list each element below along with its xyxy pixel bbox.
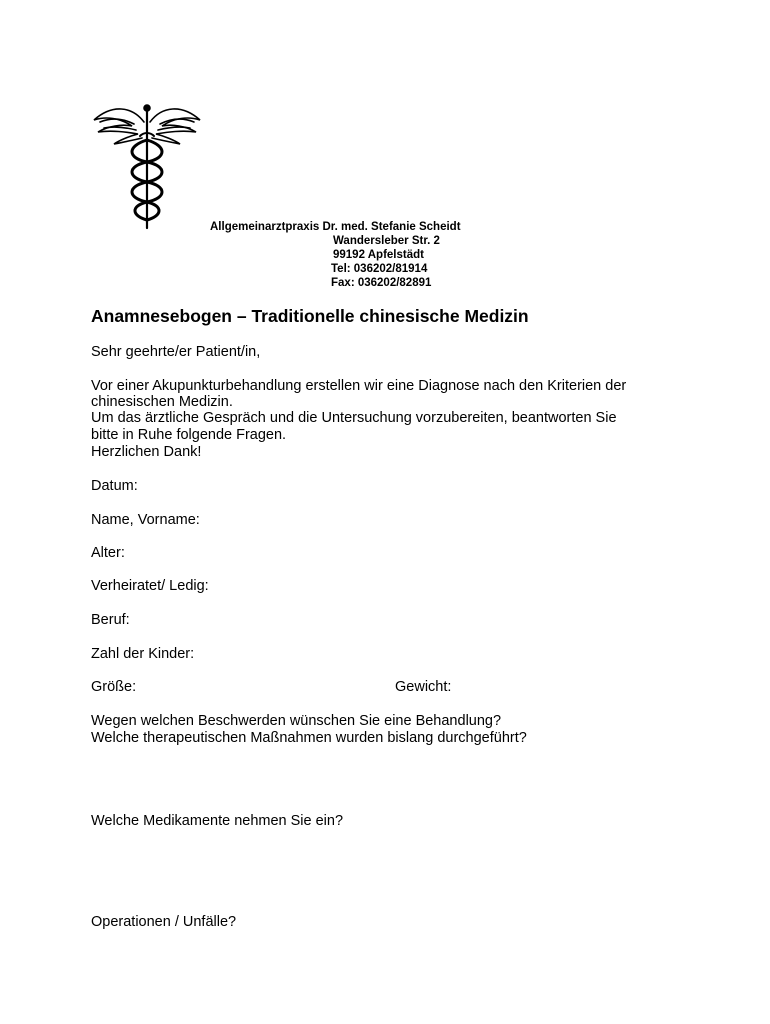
question-beschwerden: Wegen welchen Beschwerden wünschen Sie eine Behandlung? <box>91 713 502 729</box>
practice-city: 99192 Apfelstädt <box>333 249 424 261</box>
caduceus-logo-icon <box>92 100 202 232</box>
question-operationen: Operationen / Unfälle? <box>91 914 237 930</box>
field-name-label: Name, Vorname: <box>91 512 200 528</box>
practice-tel: Tel: 036202/81914 <box>331 263 428 275</box>
practice-name: Allgemeinarztpraxis Dr. med. Stefanie Scheidt <box>210 221 461 233</box>
intro-line-2: chinesischen Medizin. <box>91 394 233 410</box>
field-beruf-label: Beruf: <box>91 612 130 628</box>
field-datum-label: Datum: <box>91 478 138 494</box>
question-massnahmen: Welche therapeutischen Maßnahmen wurden bislang durchgeführt? <box>91 730 527 746</box>
field-alter-label: Alter: <box>91 545 125 561</box>
field-familienstand-label: Verheiratet/ Ledig: <box>91 578 209 594</box>
question-medikamente: Welche Medikamente nehmen Sie ein? <box>91 813 344 829</box>
document-title: Anamnesebogen – Traditionelle chinesische Medizin <box>91 306 529 326</box>
intro-line-1: Vor einer Akupunkturbehandlung erstellen wir eine Diagnose nach den Kriterien der <box>91 378 627 394</box>
intro-line-3: Um das ärztliche Gespräch und die Untersuchung vorzubereiten, beantworten Sie <box>91 410 617 426</box>
field-kinder-label: Zahl der Kinder: <box>91 646 195 662</box>
salutation: Sehr geehrte/er Patient/in, <box>91 344 261 360</box>
practice-street: Wandersleber Str. 2 <box>333 235 440 247</box>
intro-line-5: Herzlichen Dank! <box>91 444 202 460</box>
intro-line-4: bitte in Ruhe folgende Fragen. <box>91 427 287 443</box>
field-groesse-label: Größe: <box>91 679 137 695</box>
field-gewicht-label: Gewicht: <box>395 679 452 695</box>
practice-fax: Fax: 036202/82891 <box>331 277 432 289</box>
